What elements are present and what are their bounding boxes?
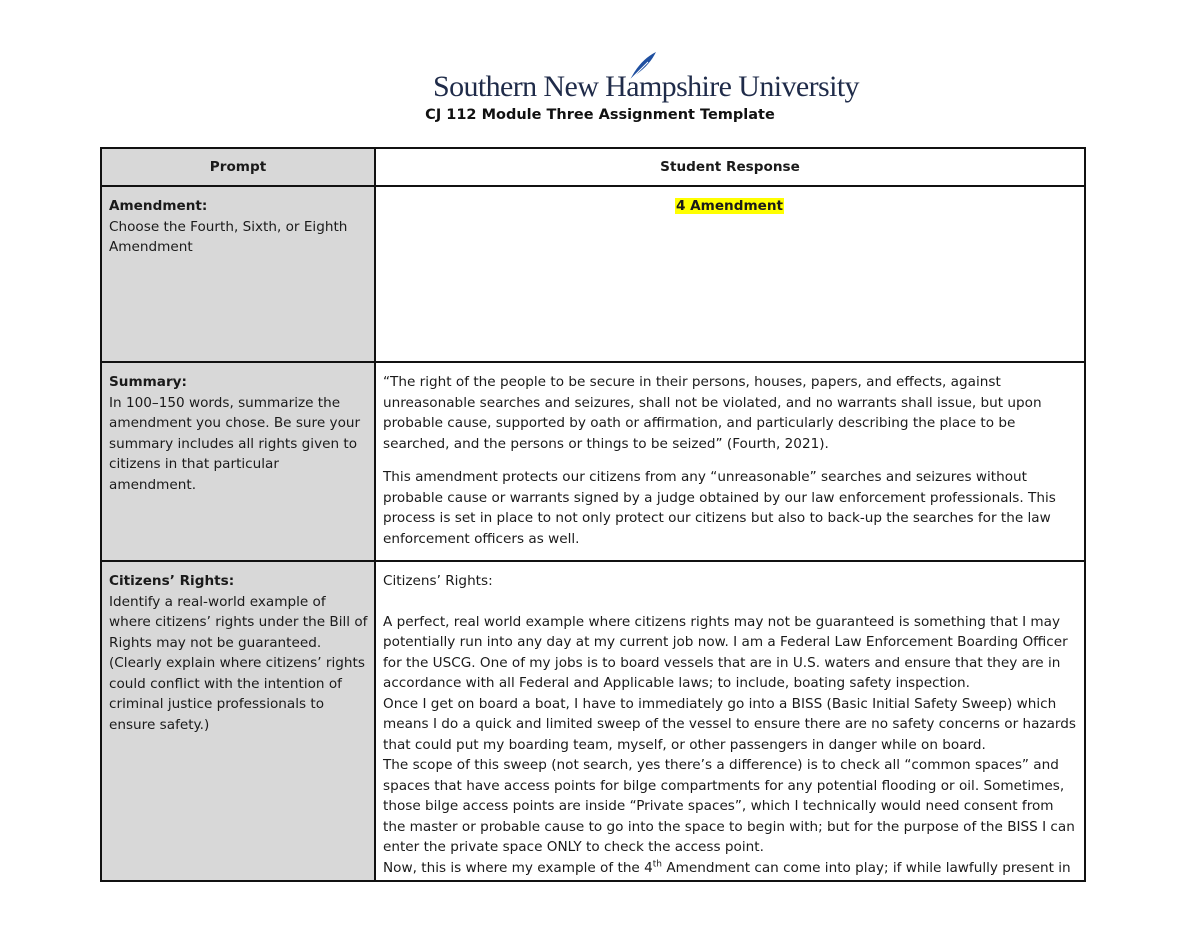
prompt-text: In 100–150 words, summarize the amendment you chose. Be sure your summary includes all rights given to citizens in that particular amendment. <box>109 394 361 493</box>
highlighted-response: 4 Amendment <box>675 198 784 214</box>
prompt-text: Choose the Fourth, Sixth, or Eighth Amendment <box>109 218 348 255</box>
response-paragraph: “The right of the people to be secure in their persons, houses, papers, and effects, against unreasonable searches and seizures, shall not be violated, and no warrants shall issue, but upon probable cause, supported by oath or affirmation, and particularly describing the place to be searched, and the persons or things to be seized” (Fourth, 2021). <box>383 374 1042 452</box>
response-paragraph: This amendment protects our citizens from any “unreasonable” searches and seizures without probable cause or warrants signed by a judge obtained by our law enforcement professionals. This process is set in place to not only protect our citizens but also to back-up the searches for the law enforcement officers as well. <box>383 469 1056 547</box>
prompt-heading: Summary: <box>109 374 187 390</box>
table-row-summary <box>101 362 1085 561</box>
prompt-text: Identify a real-world example of where citizens’ rights under the Bill of Rights may not be guaranteed. <box>109 593 368 651</box>
response-paragraph: A perfect, real world example where citizens rights may not be guaranteed is something that I may potentially run into any day at my current job now. I am a Federal Law Enforcement Boarding Officer for the USCG. One of my jobs is to board vessels that are in U.S. waters and ensure that they are in accordance with all Federal and Applicable laws; to include, boating safety inspection. <box>383 613 1068 691</box>
response-paragraph: Once I get on board a boat, I have to immediately go into a BISS (Basic Initial Safety Sweep) which means I do a quick and limited sweep of the vessel to ensure there are no safety concerns or hazards that could put my boarding team, myself, or other passengers in danger while on board. <box>383 695 1076 753</box>
table-row-citizens-rights <box>101 561 1085 881</box>
ordinal-suffix: th <box>652 858 662 869</box>
prompt-cell-amendment <box>101 186 375 362</box>
response-cell-citizens-rights[interactable] <box>375 561 1085 881</box>
prompt-text-secondary: (Clearly explain where citizens’ rights could conflict with the intention of criminal justice professionals to ensure safety.) <box>109 655 365 733</box>
prompt-heading: Citizens’ Rights: <box>109 573 235 589</box>
response-text: Now, this is where my example of the 4 <box>383 859 653 876</box>
prompt-cell-summary <box>101 362 375 561</box>
column-header-prompt: Prompt <box>101 148 375 186</box>
column-header-response: Student Response <box>375 148 1085 186</box>
university-logo <box>433 48 859 106</box>
table-row-amendment <box>101 186 1085 362</box>
table-header-row <box>101 148 1085 186</box>
response-heading: Citizens’ Rights: <box>383 573 493 589</box>
prompt-heading: Amendment: <box>109 198 208 214</box>
response-paragraph-last <box>383 858 1076 879</box>
response-cell-summary[interactable] <box>375 362 1085 561</box>
response-paragraph: The scope of this sweep (not search, yes there’s a difference) is to check all “common spaces” and spaces that have access points for bilge compartments for any potential flooding or oil. Sometimes, those bilge access points are inside “Private spaces”, which I technically would need consent from the master or probable cause to go into the space to begin with; but for the purpose of the BISS I can enter the private space ONLY to check the access point. <box>383 757 1075 855</box>
document-title: CJ 112 Module Three Assignment Template <box>425 107 775 123</box>
prompt-cell-citizens-rights <box>101 561 375 881</box>
response-text: Amendment can come into play; if while lawfully present in <box>662 859 1071 876</box>
university-name: Southern New Hampshire University <box>433 70 859 103</box>
assignment-table <box>100 147 1086 882</box>
response-cell-amendment[interactable] <box>375 186 1085 362</box>
